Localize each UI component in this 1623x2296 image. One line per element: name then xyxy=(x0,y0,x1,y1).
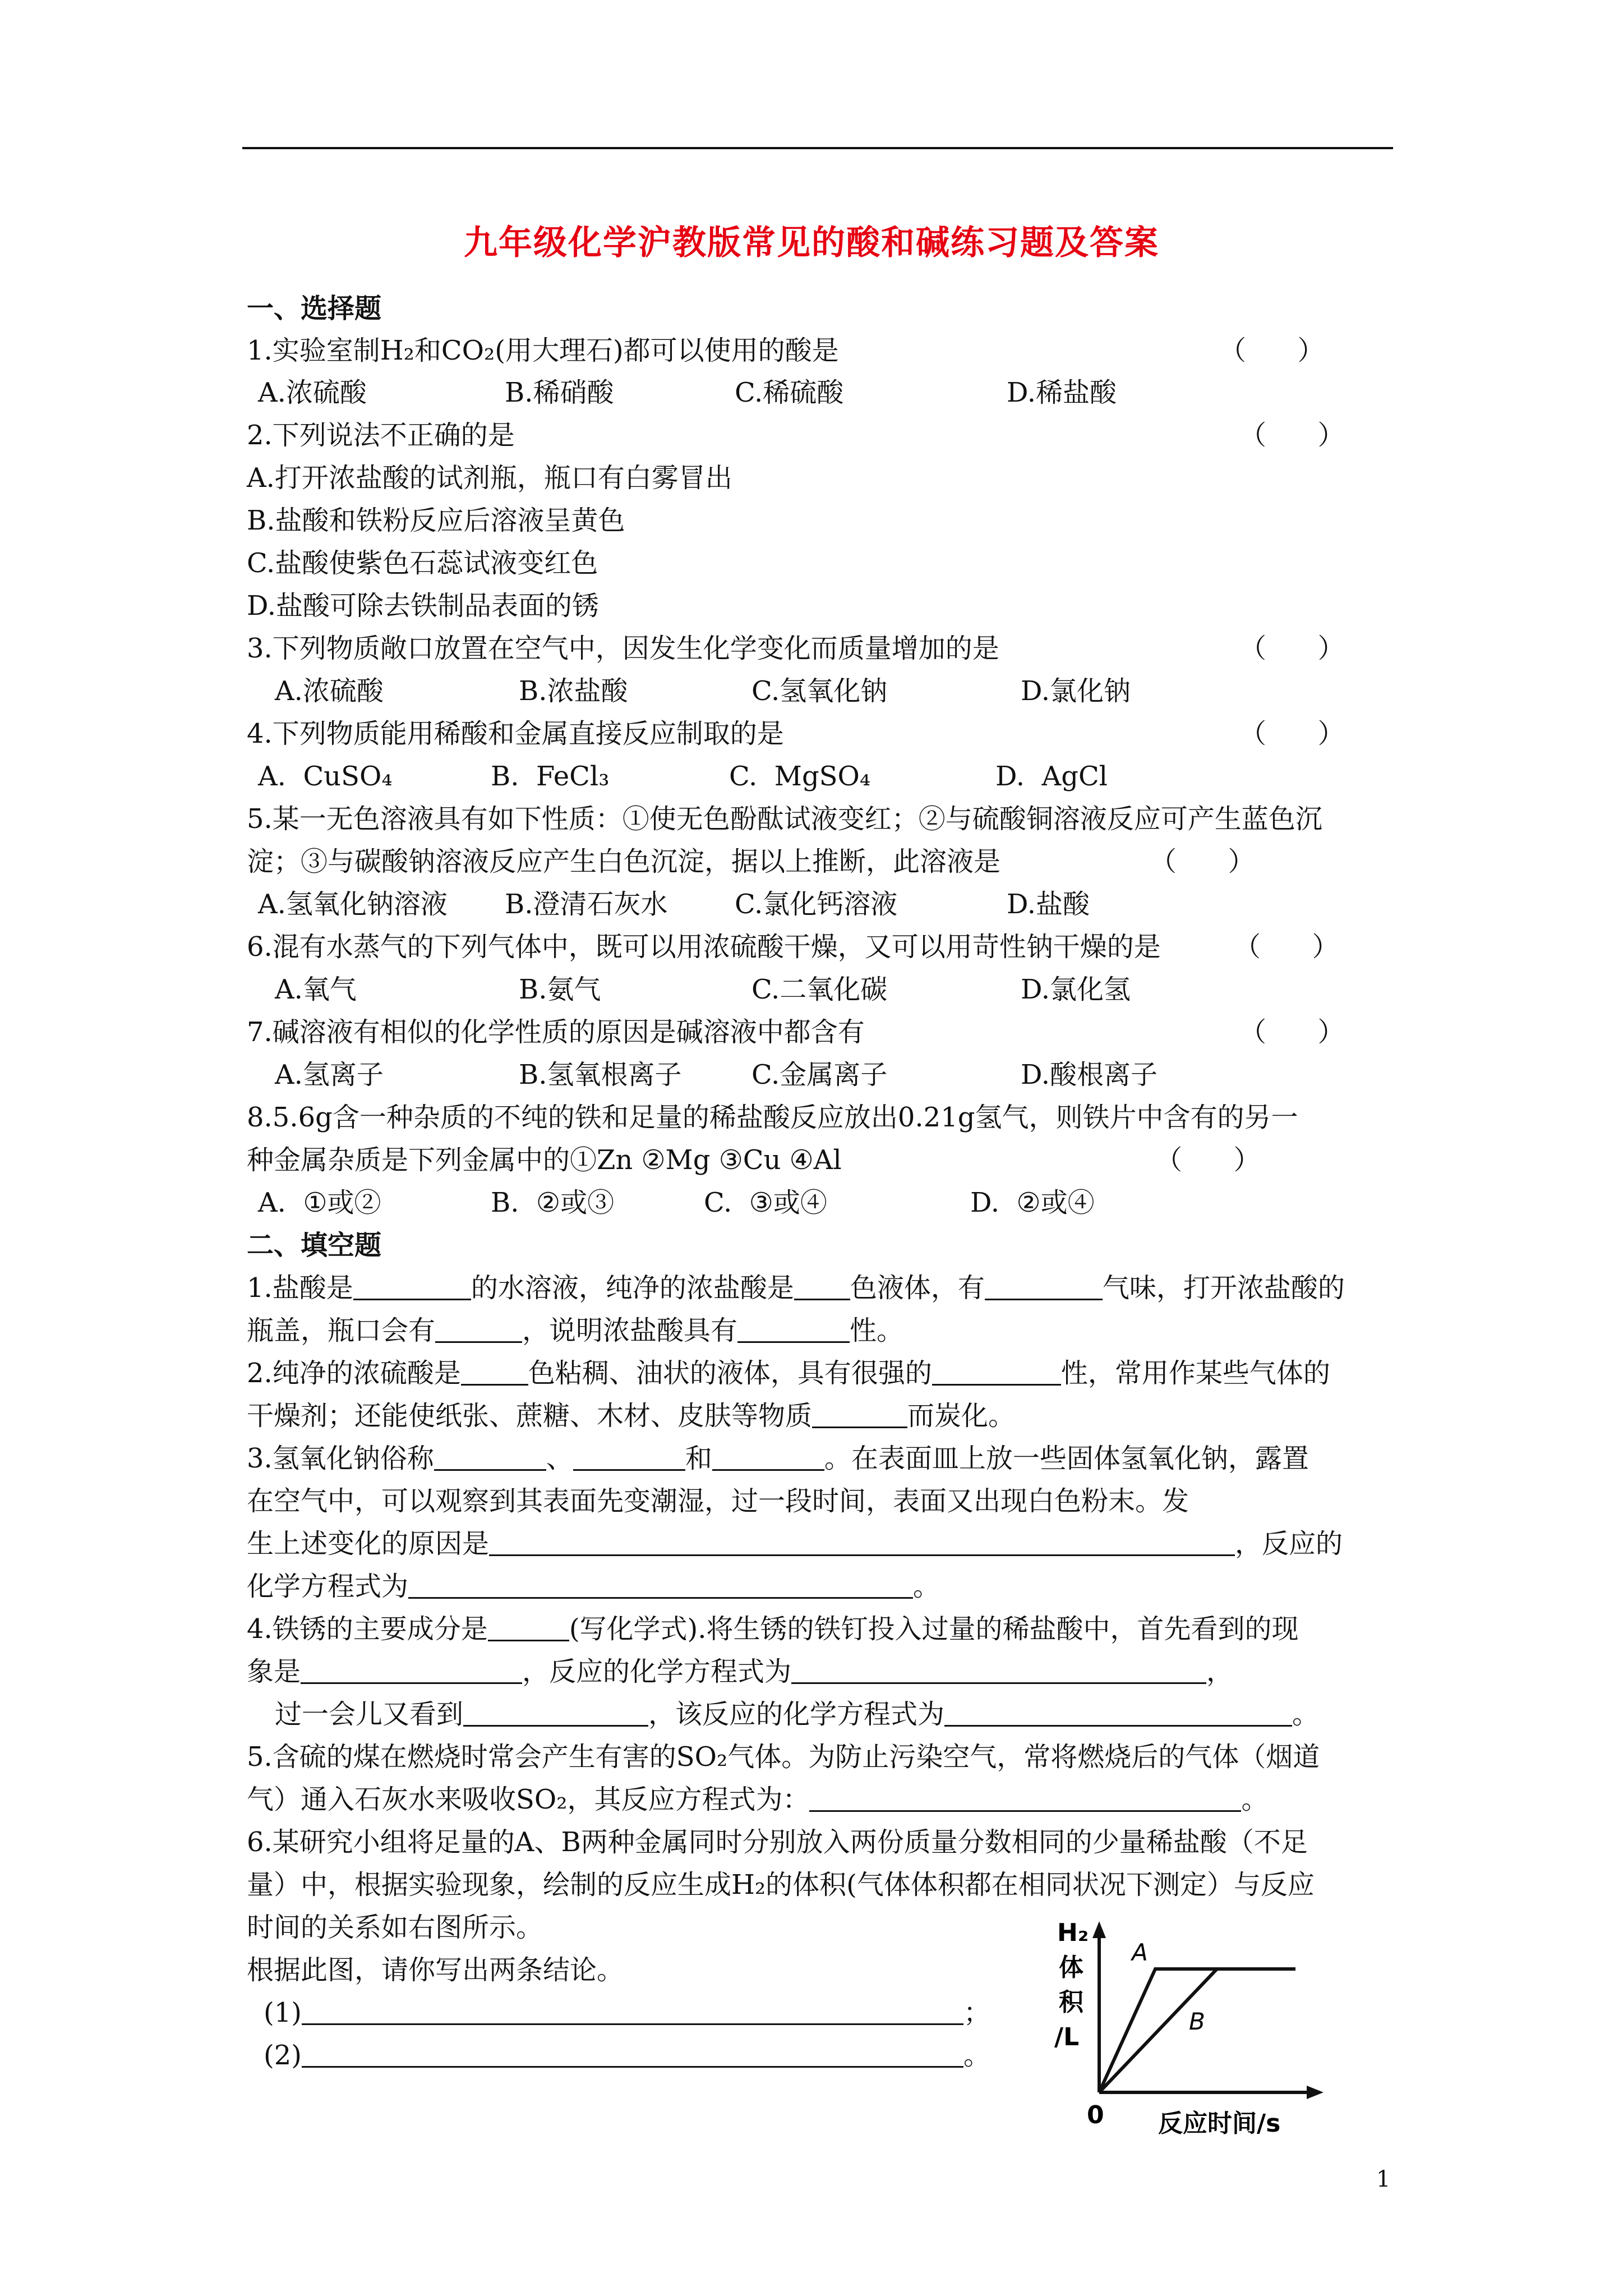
f6-answer-2: (2) 。 xyxy=(264,2040,991,2071)
q6-answer-paren: （ ） xyxy=(1234,931,1339,963)
q8-stem-line2: 种金属杂质是下列金属中的①Zn ②Mg ③Cu ④Al xyxy=(247,1144,842,1176)
blank[interactable] xyxy=(712,1443,824,1471)
page-title: 九年级化学沪教版常见的酸和碱练习题及答案 xyxy=(464,223,1159,263)
blank[interactable] xyxy=(737,1315,850,1343)
q3-stem: 3.下列物质敞口放置在空气中，因发生化学变化而质量增加的是 xyxy=(247,633,999,664)
blank[interactable] xyxy=(488,1614,569,1641)
q4-option-d: D. AgCl xyxy=(995,761,1108,792)
x-axis-label: 反应时间/s xyxy=(1158,2109,1281,2138)
q8-stem-line1: 8.5.6g含一种杂质的不纯的铁和足量的稀盐酸反应放出0.21g氢气，则铁片中含有的另一 xyxy=(247,1102,1298,1133)
f3-line4: 化学方程式为 。 xyxy=(247,1571,940,1602)
q4-stem: 4.下列物质能用稀酸和金属直接反应制取的是 xyxy=(247,718,784,749)
f6-line2: 量）中，根据实验现象，绘制的反应生成H₂的体积(气体体积都在相同状况下测定）与反应 xyxy=(247,1869,1315,1901)
header-rule xyxy=(242,147,1393,149)
page-number: 1 xyxy=(1376,2166,1391,2192)
f1-line2: 瓶盖，瓶口会有 ，说明浓盐酸具有 性。 xyxy=(247,1315,904,1346)
f5-line2: 气）通入石灰水来吸收SO₂，其反应方程式为： 。 xyxy=(247,1784,1269,1815)
h2-volume-time-graph xyxy=(1026,1907,1340,2143)
blank[interactable] xyxy=(302,1998,963,2025)
q1-option-a: A.浓硫酸 xyxy=(258,377,367,408)
q5-option-d: D.盐酸 xyxy=(1007,889,1090,920)
q5-option-c: C.氯化钙溶液 xyxy=(735,889,898,920)
q2-option-b: B.盐酸和铁粉反应后溶液呈黄色 xyxy=(247,505,625,536)
q5-stem-line2: 淀；③与碳酸钠溶液反应产生白色沉淀，据以上推断，此溶液是 xyxy=(247,846,1001,877)
f6-line4: 根据此图，请你写出两条结论。 xyxy=(247,1954,624,1986)
q8-option-d: D. ②或④ xyxy=(970,1187,1095,1218)
q4-answer-paren: （ ） xyxy=(1239,718,1345,749)
blank[interactable] xyxy=(794,1273,850,1300)
q3-option-a: A.浓硫酸 xyxy=(275,675,384,707)
curve-b-label: B xyxy=(1189,2008,1205,2035)
x-axis-arrow xyxy=(1307,2086,1324,2099)
blank[interactable] xyxy=(573,1443,685,1471)
f2-line2: 干燥剂；还能使纸张、蔗糖、木材、皮肤等物质 而炭化。 xyxy=(247,1400,1016,1432)
blank[interactable] xyxy=(985,1273,1103,1300)
f6-line1: 6.某研究小组将足量的A、B两种金属同时分别放入两份质量分数相同的少量稀盐酸（不足 xyxy=(247,1826,1308,1858)
f6-line3: 时间的关系如右图所示。 xyxy=(247,1912,543,1943)
f4-line3: 过一会儿又看到 ，该反应的化学方程式为 。 xyxy=(275,1699,1320,1730)
q7-stem: 7.碱溶液有相似的化学性质的原因是碱溶液中都含有 xyxy=(247,1016,865,1048)
blank[interactable] xyxy=(812,1401,907,1428)
q2-option-a: A.打开浓盐酸的试剂瓶，瓶口有白雾冒出 xyxy=(247,462,732,494)
f6-answer-1: (1) ； xyxy=(264,1997,991,2028)
q6-option-a: A.氧气 xyxy=(275,974,357,1005)
q1-stem: 1.实验室制H₂和CO₂(用大理石)都可以使用的酸是 xyxy=(247,335,839,366)
q7-answer-paren: （ ） xyxy=(1239,1016,1345,1048)
q6-stem: 6.混有水蒸气的下列气体中，既可以用浓硫酸干燥，又可以用苛性钠干燥的是 xyxy=(247,931,1161,963)
blank[interactable] xyxy=(434,1443,546,1471)
q1-answer-paren: （ ） xyxy=(1219,335,1325,366)
f2-line1: 2.纯净的浓硫酸是 色粘稠、油状的液体，具有很强的 性，常用作某些气体的 xyxy=(247,1358,1330,1389)
q6-option-c: C.二氧化碳 xyxy=(751,974,888,1005)
q3-option-b: B.浓盐酸 xyxy=(519,675,628,707)
f5-line1: 5.含硫的煤在燃烧时常会产生有害的SO₂气体。为防止污染空气，常将燃烧后的气体（烟道 xyxy=(247,1741,1320,1773)
q6-option-b: B.氨气 xyxy=(519,974,601,1005)
f4-line1: 4.铁锈的主要成分是 (写化学式).将生锈的铁钉投入过量的稀盐酸中，首先看到的现 xyxy=(247,1613,1299,1645)
section-heading-choice: 一、选择题 xyxy=(247,293,382,324)
blank[interactable] xyxy=(435,1315,522,1343)
blank[interactable] xyxy=(932,1358,1061,1386)
blank[interactable] xyxy=(463,1699,648,1727)
blank[interactable] xyxy=(302,2040,963,2068)
q5-answer-paren: （ ） xyxy=(1150,846,1255,877)
blank[interactable] xyxy=(791,1657,1206,1684)
q8-option-a: A. ①或② xyxy=(258,1187,381,1218)
y-label-char-2: 积 xyxy=(1059,1988,1083,2017)
q5-stem-line1: 5.某一无色溶液具有如下性质：①使无色酚酞试液变红；②与硫酸铜溶液反应可产生蓝色沉 xyxy=(247,803,1322,835)
blank[interactable] xyxy=(944,1699,1292,1727)
y-label-char-1: 体 xyxy=(1059,1953,1083,1982)
f3-line1: 3.氢氧化钠俗称 、 和 。在表面皿上放一些固体氢氧化钠，露置 xyxy=(247,1443,1309,1474)
f4-line2: 象是 ，反应的化学方程式为 ， xyxy=(247,1656,1234,1687)
q1-option-b: B.稀硝酸 xyxy=(505,377,614,408)
blank[interactable] xyxy=(353,1273,471,1300)
q2-option-d: D.盐酸可除去铁制品表面的锈 xyxy=(247,590,600,622)
q2-answer-paren: （ ） xyxy=(1239,420,1345,451)
q3-answer-paren: （ ） xyxy=(1239,633,1345,664)
y-axis-arrow xyxy=(1092,1921,1106,1938)
q2-stem: 2.下列说法不正确的是 xyxy=(247,420,515,451)
q7-option-d: D.酸根离子 xyxy=(1021,1059,1158,1091)
y-label-h2: H₂ xyxy=(1057,1918,1089,1947)
blank[interactable] xyxy=(408,1571,913,1599)
q3-option-d: D.氯化钠 xyxy=(1021,675,1131,707)
q8-option-c: C. ③或④ xyxy=(704,1187,827,1218)
q5-option-b: B.澄清石灰水 xyxy=(505,889,668,920)
q6-option-d: D.氯化氢 xyxy=(1021,974,1131,1005)
y-label-unit: /L xyxy=(1054,2023,1080,2051)
q7-option-a: A.氢离子 xyxy=(275,1059,384,1091)
q4-option-a: A. CuSO₄ xyxy=(258,761,393,792)
blank[interactable] xyxy=(461,1358,528,1386)
q7-option-c: C.金属离子 xyxy=(751,1059,888,1091)
q4-option-c: C. MgSO₄ xyxy=(729,761,871,792)
blank[interactable] xyxy=(301,1657,522,1684)
section-heading-fill: 二、填空题 xyxy=(247,1230,382,1261)
q1-option-c: C.稀硫酸 xyxy=(735,377,844,408)
q4-option-b: B. FeCl₃ xyxy=(491,761,610,792)
q5-option-a: A.氢氧化钠溶液 xyxy=(258,889,448,920)
blank[interactable] xyxy=(809,1784,1241,1812)
blank[interactable] xyxy=(489,1529,1235,1556)
f1-line1: 1.盐酸是 的水溶液，纯净的浓盐酸是 色液体，有 气味，打开浓盐酸的 xyxy=(247,1272,1345,1304)
origin-label: 0 xyxy=(1087,2101,1104,2129)
q7-option-b: B.氢氧根离子 xyxy=(519,1059,682,1091)
q8-answer-paren: （ ） xyxy=(1155,1144,1261,1176)
f3-line3: 生上述变化的原因是 ，反应的 xyxy=(247,1528,1343,1559)
q2-option-c: C.盐酸使紫色石蕊试液变红色 xyxy=(247,547,598,579)
curve-a-label: A xyxy=(1132,1939,1148,1966)
q8-option-b: B. ②或③ xyxy=(491,1187,615,1218)
q1-option-d: D.稀盐酸 xyxy=(1007,377,1117,408)
f3-line2: 在空气中，可以观察到其表面先变潮湿，过一段时间，表面又出现白色粉末。发 xyxy=(247,1485,1189,1517)
q3-option-c: C.氢氧化钠 xyxy=(751,675,888,707)
